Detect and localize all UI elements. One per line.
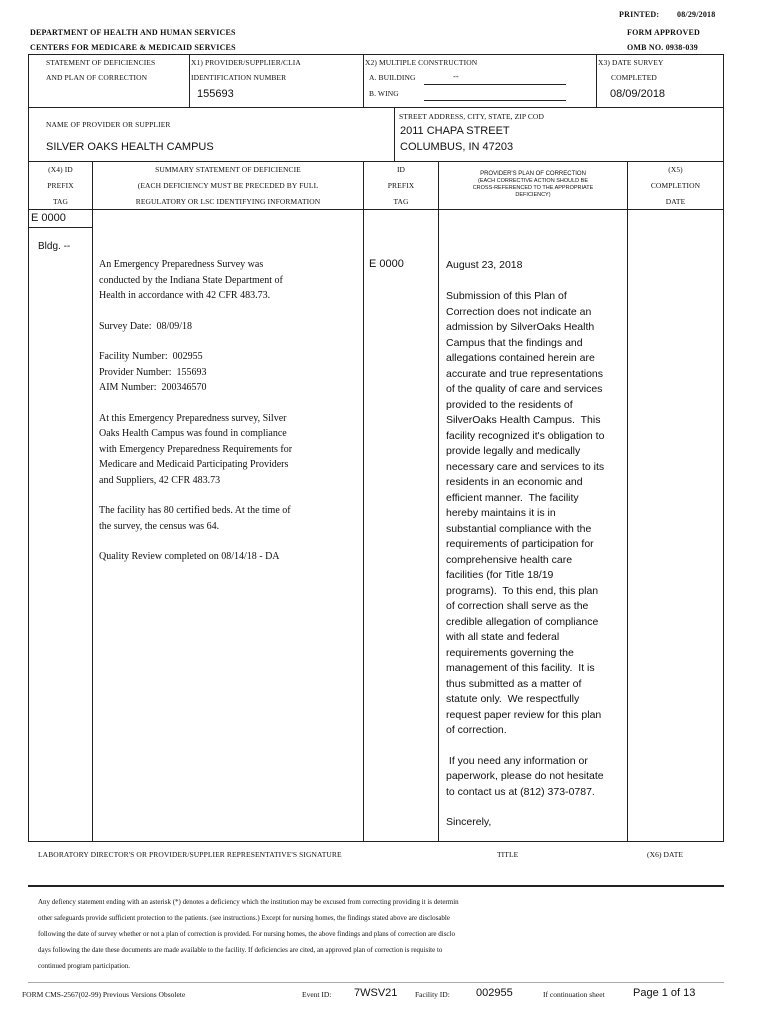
plan-line: requirements of participation for <box>446 538 594 550</box>
footer-rule <box>28 982 724 983</box>
summary-line: with Emergency Preparedness Requirements for <box>99 443 293 455</box>
plan-header-line-3: CROSS-REFERENCED TO THE APPROPRIATE <box>472 185 594 191</box>
summary-line: Provider Number: 155693 <box>99 366 207 378</box>
signature-label: LABORATORY DIRECTOR'S OR PROVIDER/SUPPLIER REPRESENTATIVE'S SIGNATURE <box>38 850 342 859</box>
plan-line: requirements governing the <box>446 646 574 659</box>
plan-line: Sincerely, <box>446 816 492 828</box>
plan-line: of correction. <box>446 724 507 736</box>
summary-header-line-1: SUMMARY STATEMENT OF DEFICIENCIE <box>155 165 301 174</box>
summary-paragraph <box>99 411 361 489</box>
form-number: FORM CMS-2567(02-99) Previous Versions Obsolete <box>22 990 186 999</box>
plan-line: request paper review for this plan <box>446 708 602 721</box>
summary-line: Health in accordance with 42 CFR 483.73. <box>99 290 271 301</box>
summary-line: Survey Date: 08/09/18 <box>99 320 193 332</box>
omb-number: OMB NO. 0938-039 <box>627 43 698 52</box>
plan-line: credible allegation of compliance <box>446 615 599 628</box>
summary-line: and Suppliers, 42 CFR 483.73 <box>99 474 221 486</box>
plan-line: statute only. We respectfully <box>446 693 580 705</box>
summary-paragraph <box>99 257 361 304</box>
building-underline <box>424 84 566 85</box>
plan-line: hereby maintains it is in <box>446 507 556 519</box>
signature-row-bottom <box>28 885 724 887</box>
grid-divider-2 <box>363 54 364 107</box>
header-columns-bottom <box>28 209 724 210</box>
statement-label-2: AND PLAN OF CORRECTION <box>46 73 148 82</box>
wing-underline <box>424 100 566 101</box>
plan-line: If you need any information or <box>446 754 588 767</box>
grid-divider-1 <box>189 54 190 107</box>
summary-line: the survey, the census was 64. <box>99 520 220 532</box>
plan-line: of correction shall serve as the <box>446 600 589 612</box>
building-indicator: Bldg. -- <box>38 241 71 252</box>
x4-header-line-3: TAG <box>52 197 69 206</box>
summary-paragraph <box>99 349 361 396</box>
disclaimer-line: following the date of survey whether or not a plan of correction is provided. For nursing homes, the above findings and plans of correction are disclo <box>38 930 455 938</box>
page-number: Page 1 of 13 <box>633 987 696 999</box>
summary-line: The facility has 80 certified beds. At the time of <box>99 505 291 516</box>
summary-header-line-2: (EACH DEFICIENCY MUST BE PRECEDED BY FULL <box>137 181 319 190</box>
x1-label-2: IDENTIFICATION NUMBER <box>191 73 287 82</box>
x5-header-line-1: (X5) <box>668 165 683 174</box>
statement-label-1: STATEMENT OF DEFICIENCIES <box>46 58 156 67</box>
plan-line: comprehensive health care <box>446 553 573 566</box>
summary-line: Facility Number: 002955 <box>99 351 203 362</box>
department-heading: DEPARTMENT OF HEALTH AND HUMAN SERVICES <box>30 28 236 37</box>
plan-line: SilverOaks Health Campus. This <box>446 414 601 426</box>
grid-divider-3 <box>596 54 597 107</box>
signature-row-top <box>28 841 724 842</box>
form-approved: FORM APPROVED <box>627 28 701 37</box>
plan-line: Correction does not indicate an <box>446 305 592 318</box>
x5-header-line-2: COMPLETION <box>650 181 701 190</box>
plan-line: accurate and true representations <box>446 367 604 380</box>
building-value: -- <box>453 71 459 81</box>
plan-line: with all state and federal <box>446 631 560 643</box>
plan-line: programs). To this end, this plan <box>446 584 599 597</box>
plan-line: substantial compliance with the <box>446 522 592 535</box>
plan-line: allegations contained herein are <box>446 352 595 364</box>
x5-header-line-3: DATE <box>665 197 686 206</box>
disclaimer-line: other safeguards provide sufficient protection to the patients. (see instructions.) Except for nursing homes, the findings stated above are disclosable <box>38 914 450 922</box>
x4-header-line-2: PREFIX <box>47 181 74 190</box>
x2-label: X2) MULTIPLE CONSTRUCTION <box>365 58 478 67</box>
summary-paragraph <box>99 319 361 335</box>
printed-label: PRINTED: <box>619 10 660 19</box>
plan-line: residents in an economic and <box>446 476 583 488</box>
id-header-line-1: ID <box>396 165 406 174</box>
x4-header-line-1: (X4) ID <box>48 165 73 174</box>
address-line-1: 2011 CHAPA STREET <box>400 125 510 137</box>
col-divider-summary-left <box>92 161 93 842</box>
summary-paragraph <box>99 503 361 534</box>
printed-date: 08/29/2018 <box>677 10 716 19</box>
id-header-line-2: PREFIX <box>387 181 415 190</box>
grid-divider-4 <box>394 107 395 161</box>
plan-line: efficient manner. The facility <box>446 491 579 504</box>
building-label: A. BUILDING <box>369 73 416 82</box>
summary-line: Quality Review completed on 08/14/18 - DA <box>99 551 280 562</box>
centers-heading: CENTERS FOR MEDICARE & MEDICAID SERVICES <box>30 43 236 52</box>
grid-row1-border <box>28 107 724 108</box>
summary-line: AIM Number: 200346570 <box>99 382 207 393</box>
provider-name: SILVER OAKS HEALTH CAMPUS <box>46 141 214 153</box>
facility-id-value: 002955 <box>476 987 513 999</box>
x1-label-1: X1) PROVIDER/SUPPLIER/CLIA <box>191 58 301 67</box>
plan-line: provide legally and medically <box>446 445 581 457</box>
left-prefix-tag: E 0000 <box>31 212 66 224</box>
disclaimer-line: days following the date these documents are made available to the facility. If deficiencies are cited, an approved plan of correction is requisite to <box>38 946 443 954</box>
tag-row-border <box>28 227 92 228</box>
title-label: TITLE <box>497 850 519 859</box>
plan-header-line-1: PROVIDER'S PLAN OF CORRECTION <box>480 171 586 177</box>
id-header-line-3: TAG <box>393 197 409 206</box>
plan-date: August 23, 2018 <box>446 259 523 271</box>
x3-label-2: COMPLETED <box>611 73 657 82</box>
plan-line: management of this facility. It is <box>446 662 595 674</box>
col-divider-plan-left <box>438 161 439 842</box>
x6-date-label: (X6) DATE <box>647 850 684 859</box>
plan-header-line-4: DEFICIENCY) <box>515 192 551 198</box>
plan-paragraph <box>446 815 626 831</box>
provider-number: 155693 <box>197 88 234 100</box>
plan-header-line-2: (EACH CORRECTIVE ACTION SHOULD BE <box>477 178 589 184</box>
col-divider-plan-right <box>627 161 628 842</box>
plan-paragraph <box>446 754 626 801</box>
plan-line: facility recognized it's obligation to <box>446 429 605 442</box>
facility-id-label: Facility ID: <box>415 990 450 999</box>
plan-line: Campus that the findings and <box>446 336 583 349</box>
disclaimer-line: Any defiency statement ending with an asterisk (*) denotes a deficiency which the institution may be excused from correcting providing it is determin <box>38 898 459 906</box>
summary-line: Oaks Health Campus was found in compliance <box>99 428 287 439</box>
summary-paragraph <box>99 549 361 565</box>
disclaimer-line: continued program participation. <box>38 962 130 970</box>
summary-header <box>93 165 363 206</box>
plan-line: to contact us at (812) 373-0787. <box>446 785 595 798</box>
summary-statement <box>99 257 361 565</box>
address-line-2: COLUMBUS, IN 47203 <box>400 141 514 153</box>
x3-label-1: X3) DATE SURVEY <box>598 58 664 67</box>
address-label: STREET ADDRESS, CITY, STATE, ZIP COD <box>399 112 544 121</box>
plan-line: Submission of this Plan of <box>446 290 567 302</box>
plan-line: provided to the residents of <box>446 398 573 411</box>
provider-name-label: NAME OF PROVIDER OR SUPPLIER <box>46 120 171 129</box>
plan-header <box>439 171 627 199</box>
grid-top-border <box>28 54 724 55</box>
continuation-label: If continuation sheet <box>543 990 605 999</box>
plan-paragraph <box>446 289 626 739</box>
survey-date: 08/09/2018 <box>610 88 666 100</box>
plan-line: thus submitted as a matter of <box>446 677 582 690</box>
x5-header <box>628 165 723 206</box>
x4-header <box>29 165 92 206</box>
event-id-value: 7WSV21 <box>354 987 398 999</box>
id-prefix-tag: E 0000 <box>369 258 404 270</box>
wing-label: B. WING <box>369 89 399 98</box>
right-border <box>723 54 724 842</box>
summary-line: At this Emergency Preparedness survey, Silver <box>99 412 287 424</box>
plan-line: admission by SilverOaks Health <box>446 321 595 333</box>
id-header <box>364 165 438 206</box>
summary-line: conducted by the Indiana State Department of <box>99 274 283 286</box>
plan-of-correction <box>446 289 626 831</box>
event-id-label: Event ID: <box>302 990 332 999</box>
summary-header-line-3: REGULATORY OR LSC IDENTIFYING INFORMATION <box>135 197 321 206</box>
plan-line: facilities (for Title 18/19 <box>446 569 554 581</box>
plan-line: paperwork, please do not hesitate <box>446 770 604 782</box>
col-divider-summary-right <box>363 161 364 842</box>
summary-line: An Emergency Preparedness Survey was <box>99 259 264 270</box>
grid-row2-border <box>28 161 724 162</box>
summary-line: Medicare and Medicaid Participating Providers <box>99 459 289 470</box>
disclaimer <box>38 894 728 974</box>
plan-line: of the quality of care and services <box>446 383 603 395</box>
plan-line: necessary care and services to its <box>446 460 605 473</box>
